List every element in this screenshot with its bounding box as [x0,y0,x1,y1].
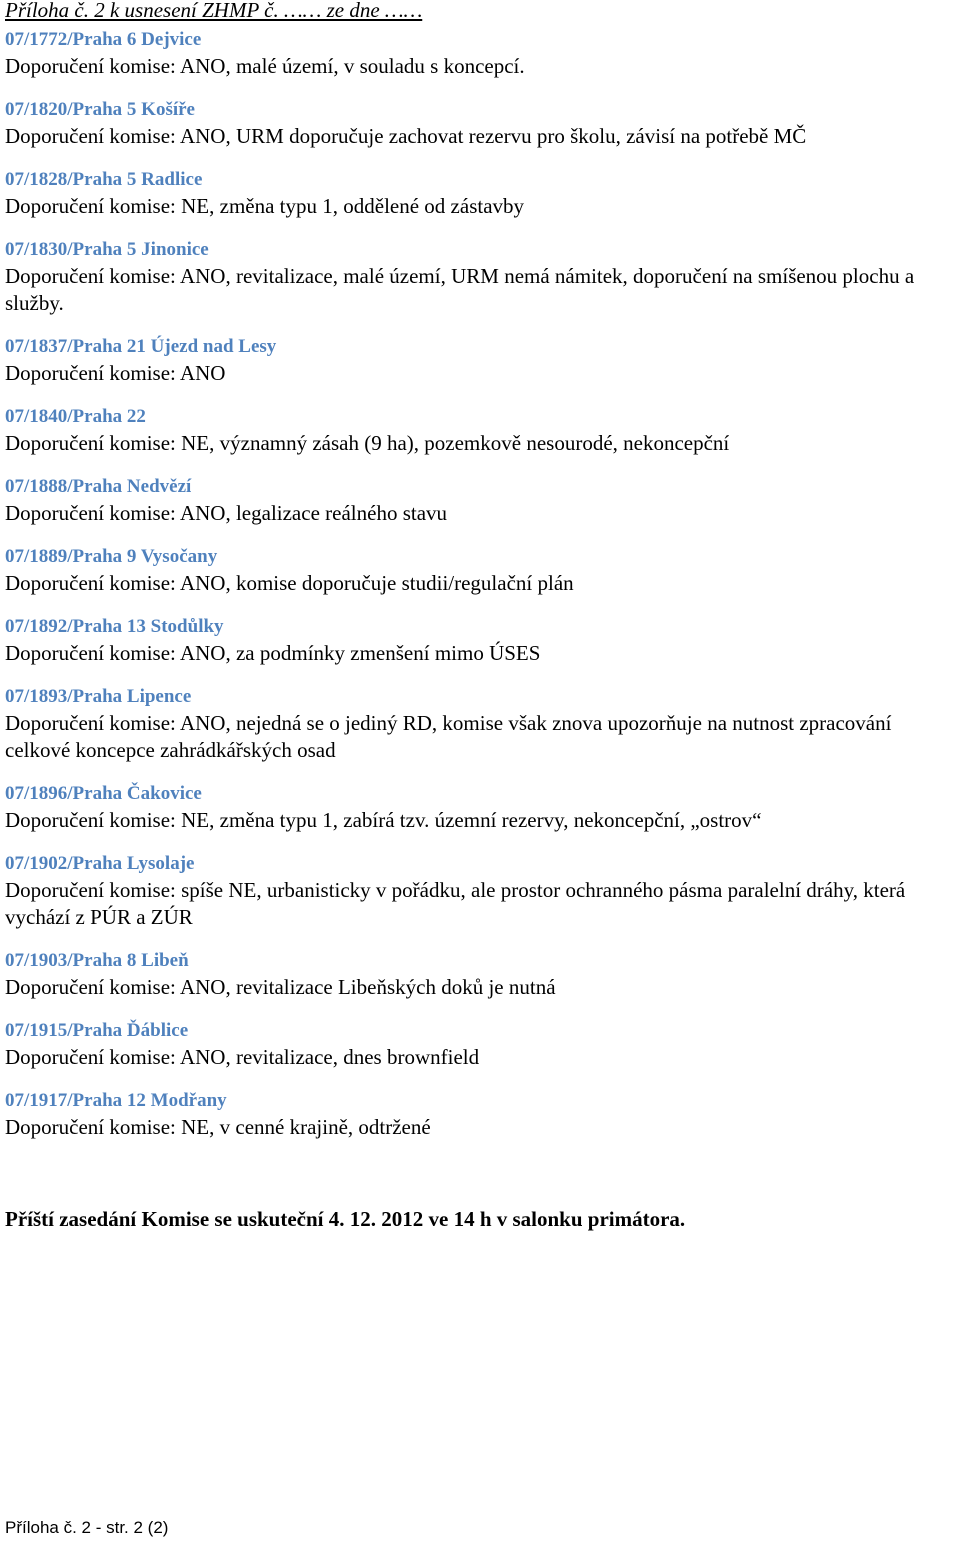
entry-title: 07/1892/Praha 13 Stodůlky [5,616,224,637]
entry-text: Doporučení komise: ANO, komise doporučuje studii/regulační plán [5,571,574,595]
list-item [5,334,960,387]
list-item [5,684,960,764]
closing-note: Příští zasedání Komise se uskuteční 4. 12. 2012 ve 14 h v salonku primátora. [5,1207,686,1231]
entry-title: 07/1840/Praha 22 [5,406,146,427]
list-item [5,1088,960,1141]
entry-title: 07/1772/Praha 6 Dejvice [5,29,202,50]
entry-text: Doporučení komise: ANO, nejedná se o jediný RD, komise však znova upozorňuje na nutnost zpracování celkové koncepce zahrádkářských osad [5,711,892,762]
list-item [5,781,960,834]
entry-title: 07/1902/Praha Lysolaje [5,853,195,874]
list-item [5,1018,960,1071]
list-item [5,544,960,597]
entry-text: Doporučení komise: ANO, za podmínky zmenšení mimo ÚSES [5,641,541,665]
entry-title: 07/1828/Praha 5 Radlice [5,169,203,190]
entry-text: Doporučení komise: ANO, revitalizace Libeňských doků je nutná [5,975,556,999]
entry-text: Doporučení komise: NE, změna typu 1, zabírá tzv. územní rezervy, nekoncepční, „ostrov“ [5,808,762,832]
entry-text: Doporučení komise: ANO [5,361,226,385]
list-item [5,97,960,150]
list-item [5,27,960,80]
list-item [5,237,960,317]
entry-text: Doporučení komise: ANO, revitalizace, malé území, URM nemá námitek, doporučení na smíšenou plochu a služby. [5,264,915,315]
list-item [5,948,960,1001]
entry-text: Doporučení komise: ANO, URM doporučuje zachovat rezervu pro školu, závisí na potřebě MČ [5,124,807,148]
entry-text: Doporučení komise: ANO, legalizace reálného stavu [5,501,448,525]
entry-title: 07/1837/Praha 21 Újezd nad Lesy [5,336,277,357]
entry-title: 07/1896/Praha Čakovice [5,783,202,804]
entry-text: Doporučení komise: NE, v cenné krajině, odtržené [5,1115,431,1139]
entry-title: 07/1917/Praha 12 Modřany [5,1090,227,1111]
entry-text: Doporučení komise: NE, změna typu 1, oddělené od zástavby [5,194,525,218]
entry-text: Doporučení komise: ANO, malé území, v souladu s koncepcí. [5,54,525,78]
list-item [5,404,960,457]
entry-title: 07/1893/Praha Lipence [5,686,192,707]
page-footer: Příloha č. 2 - str. 2 (2) [5,1518,169,1537]
list-item [5,614,960,667]
entry-text: Doporučení komise: NE, významný zásah (9 ha), pozemkově nesourodé, nekoncepční [5,431,730,455]
list-item [5,474,960,527]
entry-title: 07/1888/Praha Nedvězí [5,476,192,497]
entry-text: Doporučení komise: spíše NE, urbanisticky v pořádku, ale prostor ochranného pásma paralelní dráhy, která vychází z PÚR a ZÚR [5,878,906,929]
document-header: Příloha č. 2 k usnesení ZHMP č. …… ze dne …… [5,0,423,22]
list-item [5,167,960,220]
entry-title: 07/1820/Praha 5 Košíře [5,99,195,120]
entry-text: Doporučení komise: ANO, revitalizace, dnes brownfield [5,1045,480,1069]
entry-list [5,27,960,1158]
entry-title: 07/1903/Praha 8 Libeň [5,950,189,971]
entry-title: 07/1830/Praha 5 Jinonice [5,239,209,260]
entry-title: 07/1915/Praha Ďáblice [5,1020,189,1041]
entry-title: 07/1889/Praha 9 Vysočany [5,546,218,567]
list-item [5,851,960,931]
